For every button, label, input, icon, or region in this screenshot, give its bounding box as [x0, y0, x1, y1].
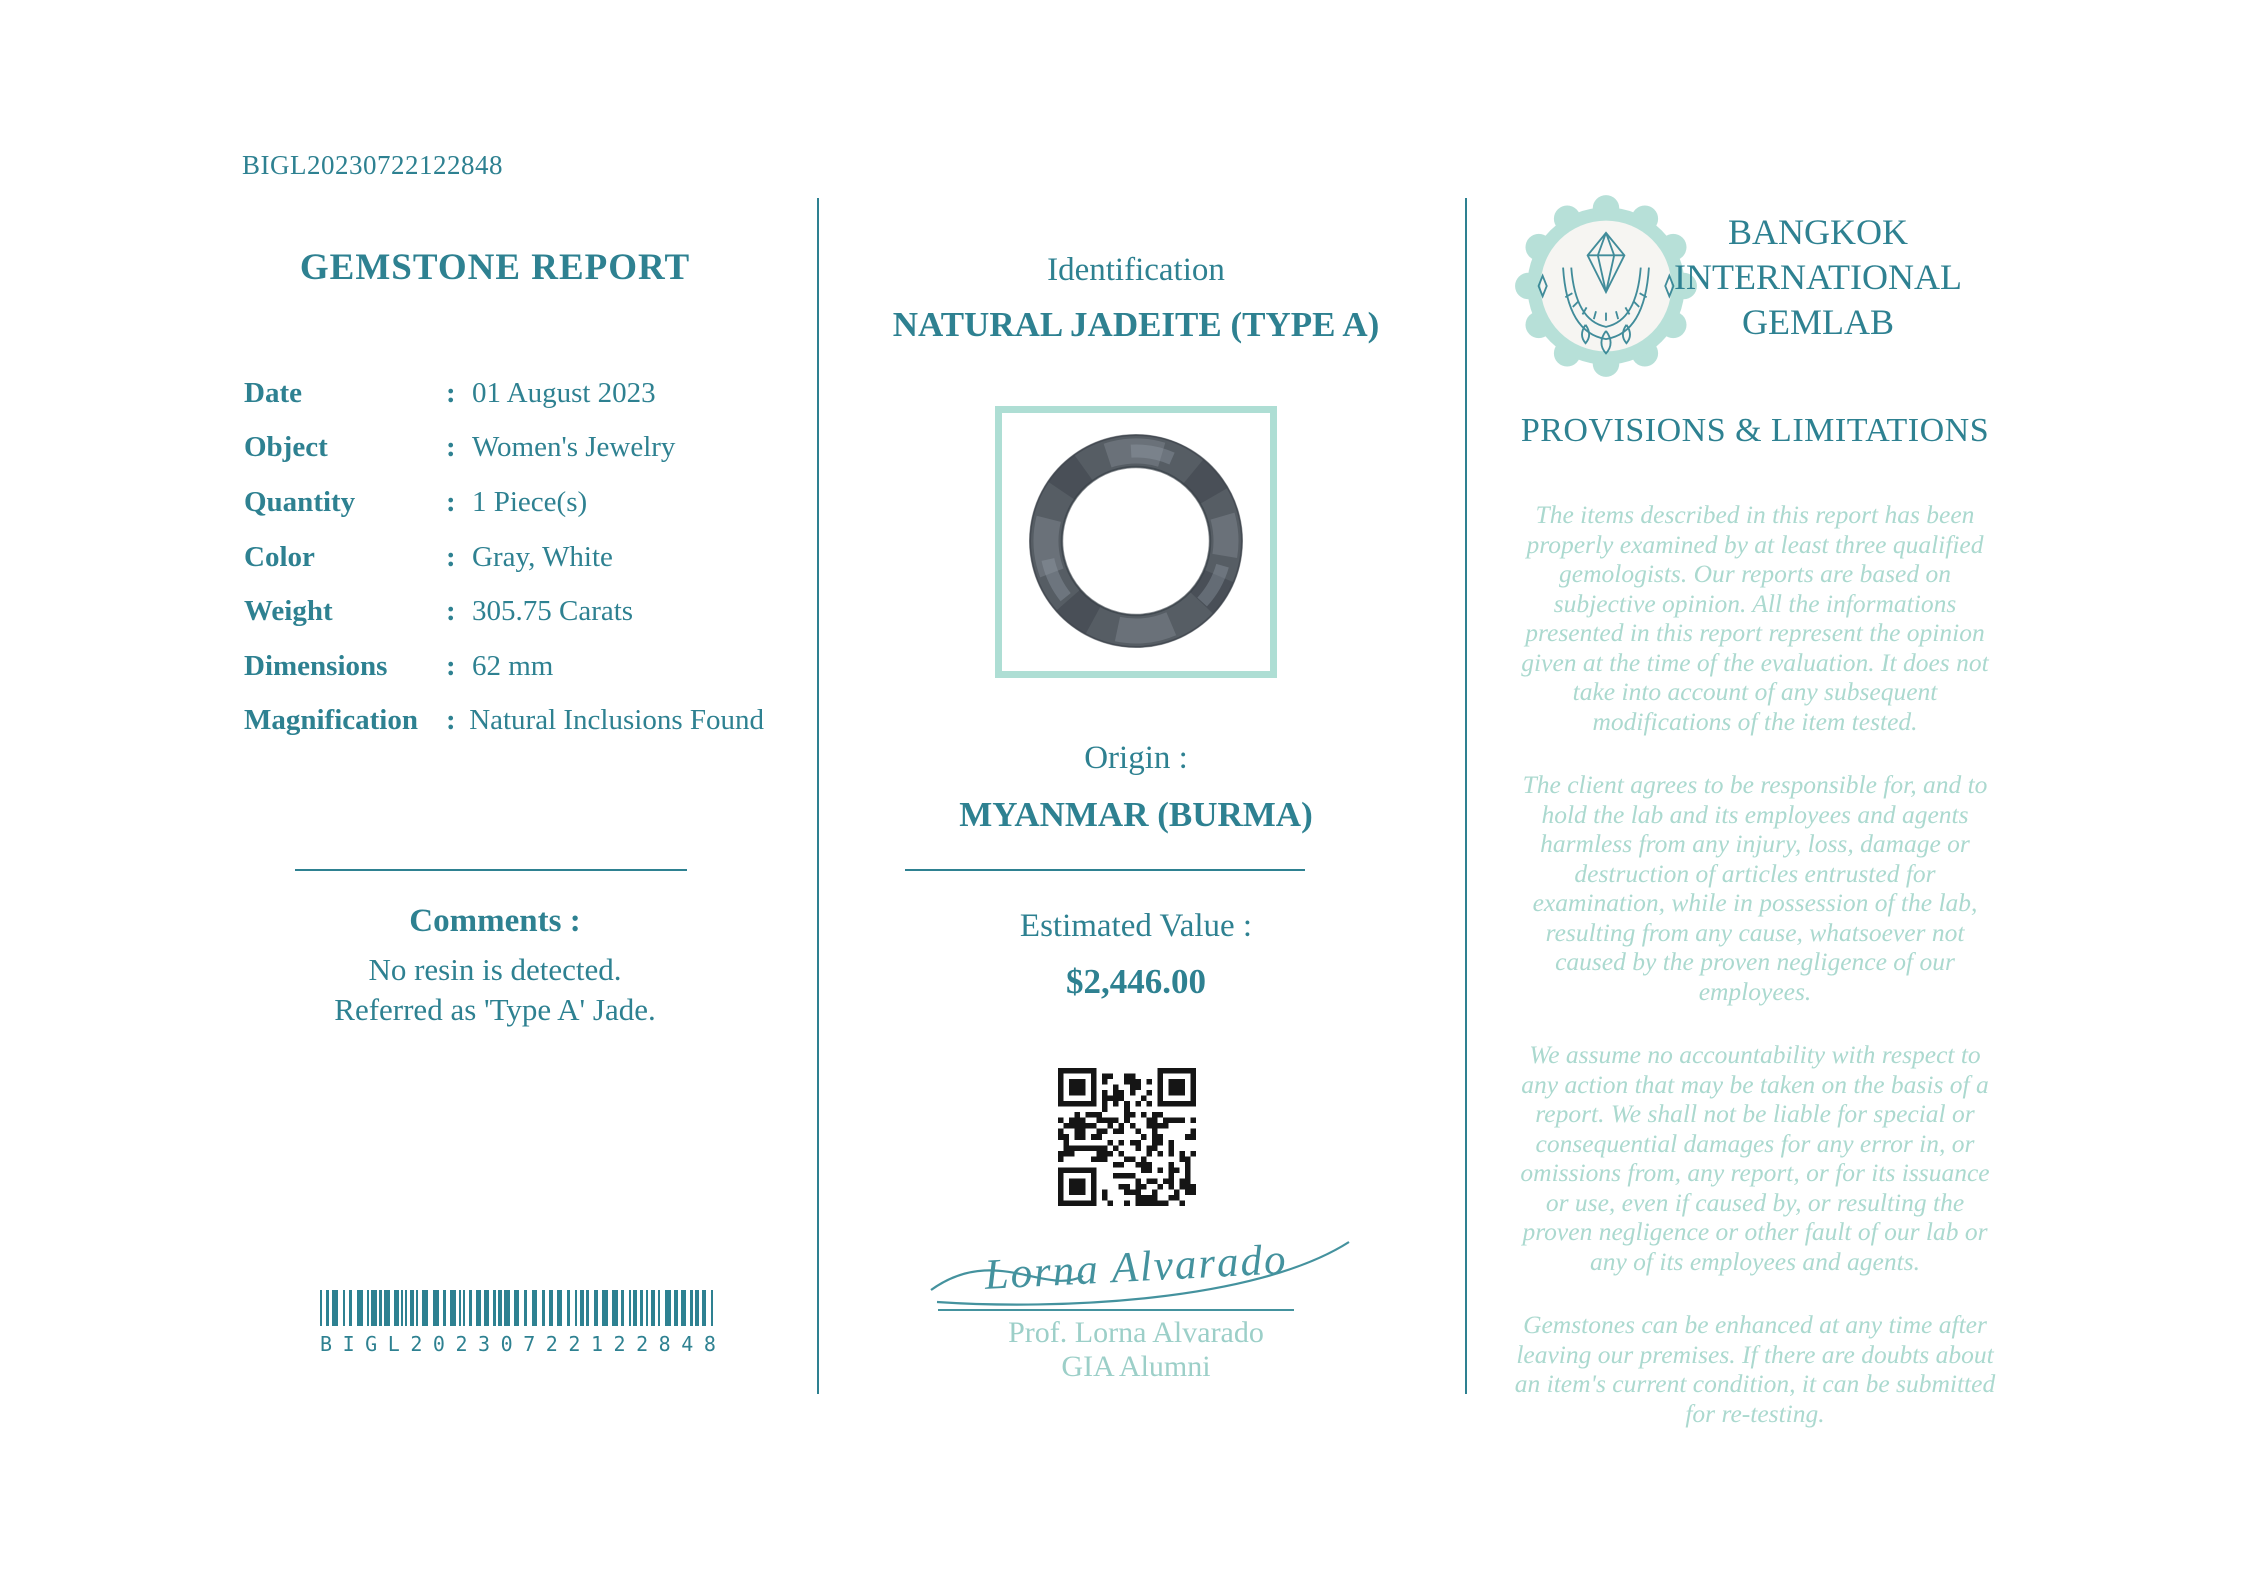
comments-divider: [295, 869, 687, 871]
field-row-quantity: [244, 475, 764, 530]
barcode-char: 4: [681, 1332, 694, 1356]
field-colon: :: [446, 704, 456, 737]
barcode-char: 2: [636, 1332, 649, 1356]
field-label: Quantity: [244, 485, 356, 518]
report-title: GEMSTONE REPORT: [299, 247, 691, 288]
lab-name-line: INTERNATIONAL: [1674, 257, 1962, 297]
signature: Lorna Alvarado: [983, 1236, 1289, 1299]
provision-paragraph: We assume no accountability with respect to any action that may be taken on the basis of a report. We shall not be liable for special or consequential damages for any error in, or omissions from, any report, or for its issuance or use, even if caused by, or resulting the proven negligence or other fault of our lab or any of its employees and agents.: [1520, 1040, 1990, 1276]
field-colon: :: [446, 595, 456, 628]
provisions-paragraphs: [1513, 500, 1997, 1462]
lab-name-line: GEMLAB: [1742, 302, 1894, 342]
barcode-bars-image: [320, 1290, 716, 1326]
field-value: Gray, White: [472, 540, 613, 573]
identification-result: NATURAL JADEITE (TYPE A): [892, 305, 1380, 344]
field-row-object: [244, 421, 764, 476]
field-label: Date: [244, 376, 302, 409]
barcode-char: G: [365, 1332, 378, 1356]
comments-text: [240, 950, 750, 1030]
field-label: Weight: [244, 595, 333, 628]
field-value: Women's Jewelry: [472, 431, 676, 464]
barcode-text: [320, 1332, 716, 1356]
field-row-date: [244, 366, 764, 421]
estimated-value: $2,446.00: [1066, 962, 1206, 1001]
barcode-char: 2: [410, 1332, 423, 1356]
field-label: Object: [244, 431, 328, 464]
jade-bangle-image: [1002, 413, 1270, 671]
field-row-dimensions: [244, 639, 764, 694]
provision-paragraph: Gemstones can be enhanced at any time after leaving our premises. If there are doubts about an item's current condition, it can be submitted for re-testing.: [1514, 1310, 1996, 1428]
field-value: Natural Inclusions Found: [469, 704, 764, 737]
field-colon: :: [446, 376, 456, 409]
field-value: 62 mm: [472, 649, 554, 682]
lab-name: [1658, 210, 1978, 345]
barcode-char: B: [320, 1332, 333, 1356]
field-colon: :: [446, 485, 456, 518]
barcode-char: L: [387, 1332, 400, 1356]
barcode-char: 1: [590, 1332, 603, 1356]
comment-line: Referred as 'Type A' Jade.: [334, 992, 656, 1027]
comments-heading: Comments :: [409, 903, 581, 939]
origin-heading: Origin :: [1084, 740, 1188, 776]
provision-paragraph: The items described in this report has been properly examined by at least three qualified gemologists. Our reports are based on subjective opinion. All the informations presented in this report represent the opinion given at the time of the evaluation. It does not take into account of any subsequent modifications of the item tested.: [1521, 500, 1989, 736]
qr-code: [1058, 1068, 1196, 1206]
field-colon: :: [446, 431, 456, 464]
signatory-name: Prof. Lorna Alvarado: [1008, 1316, 1264, 1349]
barcode-char: 2: [568, 1332, 581, 1356]
estimated-value-heading: Estimated Value :: [1019, 908, 1253, 944]
barcode-char: 2: [455, 1332, 468, 1356]
barcode-char: 0: [500, 1332, 513, 1356]
signatory-title: GIA Alumni: [1061, 1350, 1211, 1383]
column-divider-right: [1465, 198, 1467, 1394]
barcode-char: 8: [658, 1332, 671, 1356]
field-label: Color: [244, 540, 315, 573]
field-row-weight: [244, 584, 764, 639]
origin-value: MYANMAR (BURMA): [959, 795, 1313, 834]
barcode-char: I: [342, 1332, 355, 1356]
column-divider-left: [817, 198, 819, 1394]
identification-heading: Identification: [1047, 252, 1225, 288]
field-label: Dimensions: [244, 649, 388, 682]
field-row-color: [244, 530, 764, 585]
field-row-magnification: [244, 694, 764, 749]
field-label: Magnification: [244, 704, 418, 737]
gem-photo-frame: [995, 406, 1277, 678]
barcode-char: 3: [478, 1332, 491, 1356]
field-value: 01 August 2023: [472, 376, 656, 409]
report-fields: [244, 366, 764, 748]
field-colon: :: [446, 540, 456, 573]
field-colon: :: [446, 649, 456, 682]
barcode: [320, 1290, 716, 1356]
barcode-char: 7: [523, 1332, 536, 1356]
lab-name-line: BANGKOK: [1728, 212, 1908, 252]
barcode-char: 8: [703, 1332, 716, 1356]
provisions-heading: PROVISIONS & LIMITATIONS: [1520, 412, 1990, 449]
report-number: BIGL20230722122848: [242, 150, 503, 180]
field-value: 1 Piece(s): [472, 485, 588, 518]
barcode-char: 2: [545, 1332, 558, 1356]
provision-paragraph: The client agrees to be responsible for, and to hold the lab and its employees and agents harmless from any injury, loss, damage or destruction of articles entrusted for examination, while in possession of the lab, resulting from any cause, whatsoever not caused by the proven negligence of our employees.: [1522, 770, 1988, 1006]
barcode-char: 2: [613, 1332, 626, 1356]
barcode-char: 0: [432, 1332, 445, 1356]
field-value: 305.75 Carats: [472, 595, 634, 628]
signature-divider: [938, 1309, 1294, 1311]
origin-divider: [905, 869, 1305, 871]
comment-line: No resin is detected.: [368, 952, 622, 987]
